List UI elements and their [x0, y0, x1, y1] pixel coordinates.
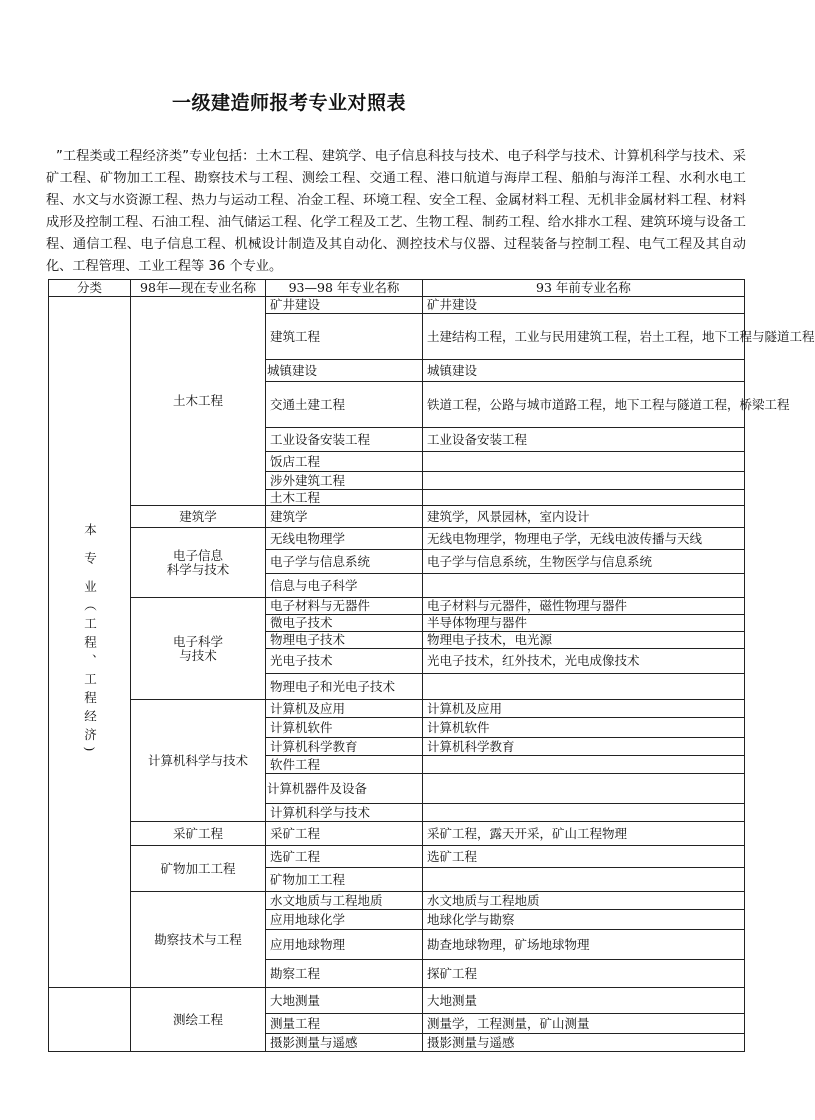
- old-name: 物理电子技术，电光源: [423, 632, 745, 649]
- old-name: [423, 490, 745, 506]
- old-name: 勘查地球物理，矿场地球物理: [423, 930, 745, 960]
- mid-name: 矿物加工工程: [266, 868, 423, 892]
- old-name: 电子学与信息系统，生物医学与信息系统: [423, 550, 745, 574]
- old-name: 工业设备安装工程: [423, 428, 745, 452]
- old-name: 半导体物理与器件: [423, 615, 745, 632]
- table-row: [49, 528, 745, 550]
- old-name: 计算机及应用: [423, 700, 745, 718]
- mid-name: 勘察工程: [266, 960, 423, 988]
- old-name: [423, 674, 745, 700]
- group-name-line: 与技术: [179, 647, 217, 663]
- page-title: 一级建造师报考专业对照表: [172, 92, 407, 114]
- mid-name: 采矿工程: [266, 822, 423, 846]
- old-name: 选矿工程: [423, 846, 745, 868]
- mid-name: 交通土建工程: [266, 382, 423, 428]
- old-name: 探矿工程: [423, 960, 745, 988]
- old-name: 计算机软件: [423, 718, 745, 738]
- old-name: 电子材料与元器件，磁性物理与器件: [423, 598, 745, 615]
- old-name: 计算机科学教育: [423, 738, 745, 756]
- mid-name: 电子学与信息系统: [266, 550, 423, 574]
- old-name: [423, 452, 745, 472]
- category-cell: [49, 297, 131, 988]
- category-label: 本 专 业（工程、工程经济): [82, 523, 98, 758]
- mid-name: 工业设备安装工程: [266, 428, 423, 452]
- mid-name: 计算机科学教育: [266, 738, 423, 756]
- header-category: 分类: [49, 280, 131, 297]
- table-row: [49, 700, 745, 718]
- table-row: [49, 846, 745, 868]
- old-name: 建筑学，风景园林，室内设计: [423, 506, 745, 528]
- group-name: 勘察技术与工程: [131, 892, 266, 988]
- group-name: 矿物加工工程: [131, 846, 266, 892]
- old-name: [423, 804, 745, 822]
- header-pre-93-name: 93 年前专业名称: [423, 280, 745, 297]
- table-row: [49, 506, 745, 528]
- mid-name: 物理电子和光电子技术: [266, 674, 423, 700]
- major-comparison-table: [48, 279, 815, 1052]
- old-name: 大地测量: [423, 988, 745, 1014]
- old-name: 采矿工程，露天开采，矿山工程物理: [423, 822, 745, 846]
- table-row: [49, 297, 745, 314]
- old-name: 地球化学与勘察: [423, 910, 745, 930]
- mid-name: 软件工程: [266, 756, 423, 774]
- table-row: [49, 598, 745, 615]
- header-93-98-name: 93—98 年专业名称: [266, 280, 423, 297]
- mid-name: 测量工程: [266, 1014, 423, 1034]
- old-name: 铁道工程，公路与城市道路工程，地下工程与隧道工程，桥梁工程: [423, 382, 745, 428]
- old-name: 矿井建设: [423, 297, 745, 314]
- mid-name: 应用地球物理: [266, 930, 423, 960]
- mid-name: 物理电子技术: [266, 632, 423, 649]
- mid-name: 计算机及应用: [266, 700, 423, 718]
- table-row: [49, 988, 745, 1014]
- mid-name: 饭店工程: [266, 452, 423, 472]
- header-current-name: 98年—现在专业名称: [131, 280, 266, 297]
- old-name: 光电子技术，红外技术，光电成像技术: [423, 649, 745, 674]
- group-name-line: 科学与技术: [166, 561, 230, 577]
- old-name: [423, 774, 745, 804]
- group-name: 土木工程: [131, 297, 266, 506]
- old-name: 测量学，工程测量，矿山测量: [423, 1014, 745, 1034]
- old-name: [423, 868, 745, 892]
- mid-name: 城镇建设: [266, 360, 423, 382]
- old-name: [423, 756, 745, 774]
- mid-name: 信息与电子科学: [266, 574, 423, 598]
- old-name: [423, 574, 745, 598]
- mid-name: 摄影测量与遥感: [266, 1034, 423, 1052]
- category-cell-continued: [49, 988, 131, 1052]
- mid-name: 建筑工程: [266, 314, 423, 360]
- mid-name: 计算机科学与技术: [266, 804, 423, 822]
- mid-name: 大地测量: [266, 988, 423, 1014]
- mid-name: 土木工程: [266, 490, 423, 506]
- old-name: 无线电物理学，物理电子学，无线电波传播与天线: [423, 528, 745, 550]
- mid-name: 无线电物理学: [266, 528, 423, 550]
- table-header-row: [49, 280, 745, 297]
- group-name: 测绘工程: [131, 988, 266, 1052]
- mid-name: 光电子技术: [266, 649, 423, 674]
- group-name: 建筑学: [131, 506, 266, 528]
- mid-name: 水文地质与工程地质: [266, 892, 423, 910]
- intro-paragraph: ”工程类或工程经济类”专业包括：土木工程、建筑学、电子信息科技与技术、电子科学与技术、计算机科学与技术、采矿工程、矿物加工工程、勘察技术与工程、测绘工程、交通工程、港口航道与海岸工程、船舶与海洋工程、水利水电工程、水文与水资源工程、热力与运动工程、冶金工程、环境工程、安全工程、金属材料工程、无机非金属材料工程、材料成形及控制工程、石油工程、油气储运工程、化学工程及工艺、生物工程、制药工程、给水排水工程、建筑环境与设备工程、通信工程、电子信息工程、机械设计制造及其自动化、测控技术与仪器、过程装备与控制工程、电气工程及其自动化、工程管理、工业工程等 36 个专业。: [46, 149, 746, 274]
- table-row: [49, 822, 745, 846]
- mid-name: 应用地球化学: [266, 910, 423, 930]
- table-row: [49, 892, 745, 910]
- mid-name: 矿井建设: [266, 297, 423, 314]
- mid-name: 涉外建筑工程: [266, 472, 423, 490]
- group-name: 计算机科学与技术: [131, 700, 266, 822]
- old-name: 城镇建设: [423, 360, 745, 382]
- mid-name: 建筑学: [266, 506, 423, 528]
- mid-name: 选矿工程: [266, 846, 423, 868]
- old-name: [423, 472, 745, 490]
- group-name: 采矿工程: [131, 822, 266, 846]
- group-name: [131, 598, 266, 700]
- mid-name: 计算机器件及设备: [266, 774, 423, 804]
- mid-name: 电子材料与无器件: [266, 598, 423, 615]
- old-name: 摄影测量与遥感: [423, 1034, 745, 1052]
- old-name: 土建结构工程，工业与民用建筑工程，岩土工程，地下工程与隧道工程: [423, 314, 745, 360]
- mid-name: 计算机软件: [266, 718, 423, 738]
- group-name: [131, 528, 266, 598]
- group-name-line: 电子科学: [172, 633, 223, 649]
- group-name-line: 电子信息: [172, 547, 223, 563]
- mid-name: 微电子技术: [266, 615, 423, 632]
- old-name: 水文地质与工程地质: [423, 892, 745, 910]
